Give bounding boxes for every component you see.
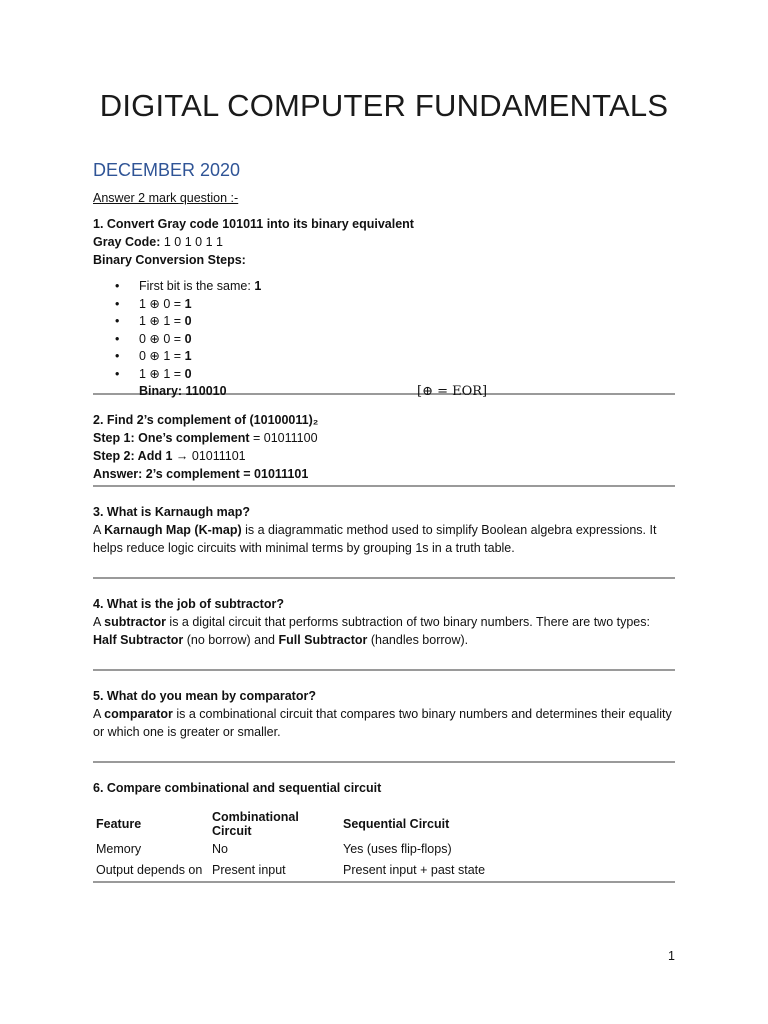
list-item <box>93 313 675 331</box>
step-1-line <box>93 429 675 447</box>
step-result: 1 <box>184 296 192 311</box>
question-5-answer <box>93 705 675 741</box>
text-run: (handles borrow). <box>367 633 469 647</box>
key-term: Karnaugh Map (K-map) <box>104 523 242 537</box>
question-2-block <box>93 411 675 485</box>
table-header: Combinational Circuit <box>212 810 299 838</box>
question-3-block <box>93 503 675 577</box>
table-cell: Present input + past state <box>343 862 486 877</box>
eor-note: [⊕ = EOR] <box>417 384 488 399</box>
step-text: First bit is the same: <box>139 279 255 293</box>
question-4-title: 4. What is the job of subtractor? <box>93 597 284 611</box>
table-cell: Output depends on <box>96 862 203 877</box>
table-header-row <box>93 810 493 838</box>
step-result: 1 <box>254 279 262 293</box>
list-item <box>93 348 675 366</box>
list-item <box>93 296 675 314</box>
table-cell: Present input <box>212 862 286 877</box>
table-header: Sequential Circuit <box>343 817 450 831</box>
bullet-icon: • <box>115 314 120 328</box>
step-text: 0 ⊕ 0 = <box>139 331 185 346</box>
question-5-block <box>93 687 675 761</box>
section-divider <box>93 881 675 883</box>
page-title: DIGITAL COMPUTER FUNDAMENTALS <box>99 88 669 123</box>
key-term: Full Subtractor <box>278 633 368 647</box>
bullet-icon: • <box>115 366 120 381</box>
section-heading: DECEMBER 2020 <box>93 160 241 180</box>
bullet-icon: • <box>115 349 120 363</box>
text-run: is a combinational circuit that compares two binary numbers and determines their equality or which one is greater or smaller. <box>93 707 672 739</box>
binary-result-line <box>93 383 675 401</box>
text-run: is a digital circuit that performs subtraction of two binary numbers. There are two types: <box>165 615 650 629</box>
question-4-block <box>93 595 675 669</box>
gray-code-line <box>93 233 675 251</box>
step-result: 1 <box>184 349 192 363</box>
step-text: 1 ⊕ 1 = <box>139 366 185 381</box>
text-run: (no borrow) and <box>183 633 279 647</box>
answer-line: Answer: 2’s complement = 01011101 <box>93 467 309 481</box>
bullet-icon: • <box>115 296 120 311</box>
page-number: 1 <box>668 949 675 963</box>
step-text: 1 ⊕ 0 = <box>139 296 185 311</box>
list-item <box>93 366 675 384</box>
table-cell: No <box>212 841 228 856</box>
question-3-answer <box>93 521 675 557</box>
key-term: subtractor <box>104 615 166 629</box>
bullet-icon: • <box>115 331 120 346</box>
binary-result: Binary: 110010 <box>139 384 227 398</box>
step-2-line <box>93 447 675 465</box>
text-run: A <box>93 615 105 629</box>
step-2-label: Step 2: Add 1 <box>93 449 173 463</box>
question-5-title: 5. What do you mean by comparator? <box>93 689 316 703</box>
question-1-block <box>93 215 675 399</box>
gray-code-value: 1 0 1 0 1 1 <box>160 235 223 249</box>
key-term: comparator <box>104 707 173 721</box>
table-cell: Memory <box>96 841 142 856</box>
question-1-title: 1. Convert Gray code 101011 into its binary equivalent <box>93 217 414 231</box>
text-run: is a diagrammatic method used to simplify Boolean algebra expressions. It helps reduce logic circuits with minimal terms by grouping 1s in a truth table. <box>93 523 657 555</box>
main-content <box>93 160 675 883</box>
step-result: 0 <box>184 331 192 346</box>
comparison-table <box>93 810 493 880</box>
list-item <box>93 331 675 349</box>
question-6-title: 6. Compare combinational and sequential circuit <box>93 781 382 795</box>
table-row <box>93 859 493 880</box>
table-header: Feature <box>96 817 142 831</box>
table-row <box>93 838 493 859</box>
question-6-block <box>93 779 675 881</box>
question-2-title: 2. Find 2’s complement of (10100011)₂ <box>93 413 319 427</box>
list-item <box>93 278 675 296</box>
table-cell: Yes (uses flip-flops) <box>343 841 452 856</box>
gray-code-label: Gray Code: <box>93 235 161 249</box>
step-text: 1 ⊕ 1 = <box>139 314 185 328</box>
step-2-value: → 01011101 <box>172 449 246 463</box>
text-run: A <box>93 523 105 537</box>
step-result: 0 <box>184 314 192 328</box>
bullet-icon: • <box>115 279 120 293</box>
conversion-steps-list <box>93 278 675 383</box>
key-term: Half Subtractor <box>93 633 184 647</box>
step-result: 0 <box>184 366 192 381</box>
question-3-title: 3. What is Karnaugh map? <box>93 505 250 519</box>
conversion-steps-label: Binary Conversion Steps: <box>93 253 246 267</box>
step-1-value: = 01011100 <box>249 431 318 445</box>
step-text: 0 ⊕ 1 = <box>139 349 185 363</box>
text-run: A <box>93 707 105 721</box>
answer-note: Answer 2 mark question :- <box>93 191 239 205</box>
step-1-label: Step 1: One’s complement <box>93 431 250 445</box>
question-4-answer <box>93 613 675 649</box>
